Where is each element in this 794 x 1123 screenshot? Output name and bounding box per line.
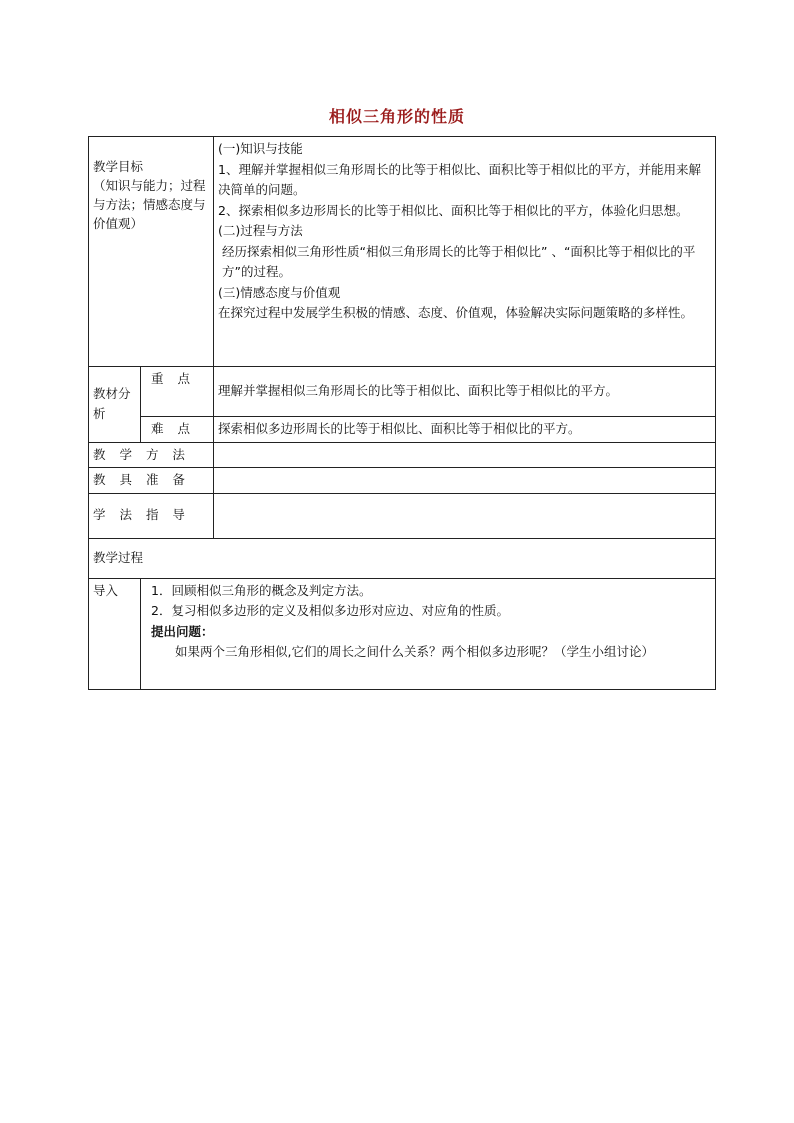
attitude-heading: (三)情感态度与价值观: [218, 284, 341, 300]
knowledge-item-2: 2、探索相似多边形周长的比等于相似比、面积比等于相似比的平方，体验化归思想。: [218, 202, 689, 218]
intro-label: 导入: [89, 578, 141, 689]
objectives-content: [214, 137, 716, 367]
objectives-label: [89, 137, 214, 367]
process-text: 经历探索相似三角形性质“相似三角形周长的比等于相似比” 、“面积比等于相似比的平方”的过程。: [222, 243, 696, 279]
tools-row: [89, 468, 716, 494]
tools-label: 教 具 准 备: [89, 468, 214, 494]
difficulty-label: 难 点: [141, 417, 214, 443]
guide-content: [214, 493, 716, 538]
objectives-label-line2: （知识与能力；过程与方法；情感态度与价值观）: [93, 178, 206, 231]
intro-content: [141, 578, 716, 689]
intro-item-2: 2．复习相似多边形的定义及相似多边形对应边、对应角的性质。: [151, 603, 509, 618]
lesson-plan-table: [88, 136, 716, 690]
key-text: 理解并掌握相似三角形周长的比等于相似比、面积比等于相似比的平方。: [214, 367, 716, 417]
question-text: 如果两个三角形相似,它们的周长之间什么关系？两个相似多边形呢？（学生小组讨论）: [175, 644, 654, 659]
intro-row: [89, 578, 716, 689]
knowledge-item-1: 1、理解并掌握相似三角形周长的比等于相似比、面积比等于相似比的平方，并能用来解决简单的问题。: [218, 161, 701, 197]
method-label: 教 学 方 法: [89, 442, 214, 468]
question-heading: 提出问题：: [151, 623, 214, 639]
difficulty-text: 探索相似多边形周长的比等于相似比、面积比等于相似比的平方。: [214, 417, 716, 443]
process-label: 教学过程: [89, 538, 716, 578]
process-row: [89, 538, 716, 578]
tools-content: [214, 468, 716, 494]
intro-item-1: 1．回顾相似三角形的概念及判定方法。: [151, 582, 372, 598]
analysis-difficulty-row: [89, 417, 716, 443]
method-content: [214, 442, 716, 468]
analysis-label: 教材分析: [89, 367, 141, 443]
page-title: 相似三角形的性质: [328, 107, 465, 126]
guide-row: [89, 493, 716, 538]
objectives-row: [89, 137, 716, 367]
key-label: 重 点: [141, 367, 214, 417]
objectives-label-line1: 教学目标: [93, 159, 144, 174]
knowledge-heading: (一)知识与技能: [218, 141, 303, 156]
analysis-key-row: [89, 367, 716, 417]
process-heading: (二)过程与方法: [218, 223, 303, 238]
attitude-text: 在探究过程中发展学生积极的情感、态度、价值观，体验解决实际问题策略的多样性。: [218, 305, 694, 320]
guide-label: 学 法 指 导: [89, 493, 214, 538]
method-row: [89, 442, 716, 468]
